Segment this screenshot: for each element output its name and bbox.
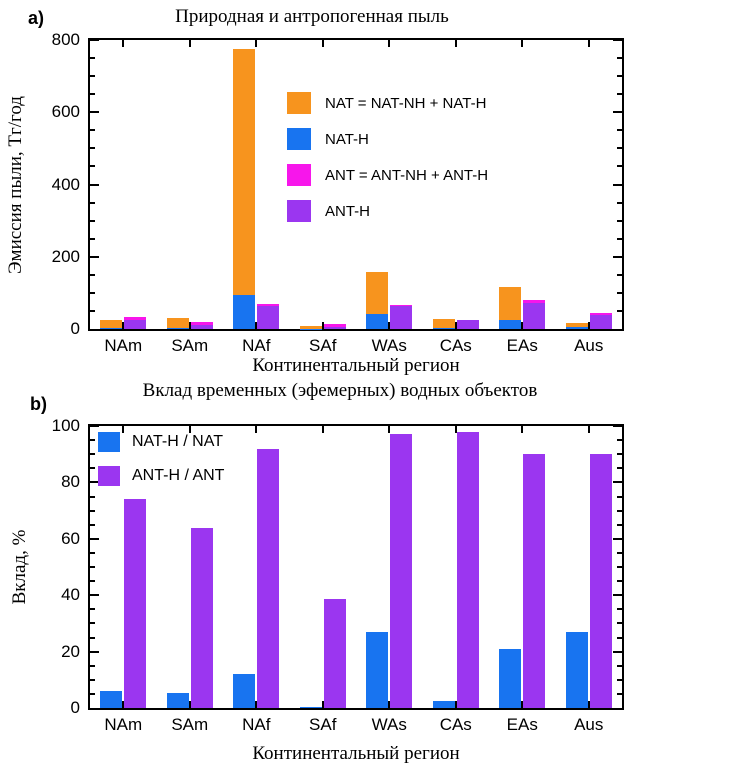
y-minor-tick [617, 453, 622, 455]
y-minor-tick [617, 580, 622, 582]
ant-h-ratio-swatch [98, 466, 120, 486]
y-tick-label: 600 [51, 102, 80, 122]
y-minor-tick [90, 220, 95, 222]
x-tick [588, 426, 590, 433]
bar-ant-ratio-SAm [191, 528, 213, 708]
y-minor-tick [90, 310, 95, 312]
y-major-tick [90, 594, 99, 596]
bar-ant-h-SAf [324, 327, 346, 329]
bar-nat-h-NAf [233, 295, 255, 329]
y-minor-tick [617, 524, 622, 526]
bar-nat-h-WAs [366, 314, 388, 329]
y-minor-tick [90, 637, 95, 639]
x-tick [521, 426, 523, 433]
y-minor-tick [90, 608, 95, 610]
y-minor-tick [617, 310, 622, 312]
bar-ant-h-NAf [257, 306, 279, 329]
y-tick-label: 0 [70, 698, 80, 717]
x-tick-label: SAf [309, 336, 337, 355]
y-minor-tick [90, 622, 95, 624]
y-major-tick [90, 538, 99, 540]
y-tick-label: 80 [61, 472, 80, 492]
panel-a-x-axis-label: Континентальный регион [252, 355, 460, 376]
bar-ant-h-NAm [124, 320, 146, 329]
y-minor-tick [90, 129, 95, 131]
x-tick-label: EAs [506, 715, 538, 734]
y-minor-tick [90, 57, 95, 59]
legend-label: NAT-H / NAT [132, 433, 223, 450]
y-minor-tick [90, 510, 95, 512]
y-minor-tick [617, 608, 622, 610]
legend-label: ANT-H / ANT [132, 467, 225, 484]
bar-ant-h-WAs [390, 306, 412, 329]
legend-item-ant [287, 164, 488, 186]
bar-nat-ratio-EAs [499, 649, 521, 708]
x-tick-label: NAf [242, 336, 271, 355]
bar-ant-h-SAm [191, 325, 213, 329]
x-tick [255, 426, 257, 433]
y-major-tick [90, 111, 99, 113]
y-minor-tick [90, 552, 95, 554]
y-minor-tick [90, 524, 95, 526]
y-minor-tick [90, 679, 95, 681]
y-minor-tick [617, 665, 622, 667]
bar-nat-total-NAf [233, 49, 255, 329]
y-tick-label: 200 [51, 246, 80, 266]
bar-nat-ratio-NAm [100, 691, 122, 708]
y-minor-tick [617, 57, 622, 59]
x-tick-label: CAs [439, 715, 472, 734]
nat-h-ratio-swatch [98, 432, 120, 452]
y-major-tick [613, 184, 622, 186]
x-tick [388, 426, 390, 433]
bar-ant-ratio-CAs [457, 432, 479, 708]
y-minor-tick [617, 165, 622, 167]
y-tick-label: 100 [51, 416, 80, 435]
y-major-tick [613, 111, 622, 113]
y-minor-tick [90, 274, 95, 276]
legend-item-nat-ratio [98, 432, 223, 452]
bar-nat-h-SAm [167, 328, 189, 329]
legend-item-nat-h [287, 128, 369, 150]
y-major-tick [90, 184, 99, 186]
x-tick-label: NAf [242, 715, 271, 734]
y-minor-tick [617, 147, 622, 149]
x-tick-label: SAm [171, 336, 209, 355]
ant-total-swatch [287, 164, 311, 186]
x-tick [455, 40, 457, 47]
legend-label: ANT = ANT-NH + ANT-H [325, 166, 489, 184]
bar-nat-h-CAs [433, 328, 455, 329]
y-major-tick [613, 425, 622, 427]
panel-a-label: a) [28, 8, 45, 28]
legend-item-ant-ratio [98, 466, 224, 486]
y-major-tick [613, 256, 622, 258]
panel-b-title: Вклад временных (эфемерных) водных объектов [142, 380, 538, 401]
bar-nat-ratio-Aus [566, 632, 588, 708]
bar-ant-h-CAs [457, 320, 479, 329]
y-minor-tick [617, 467, 622, 469]
nat-h-swatch [287, 128, 311, 150]
y-minor-tick [617, 292, 622, 294]
x-tick-label: NAm [104, 336, 143, 355]
x-tick-label: SAm [171, 715, 209, 734]
y-minor-tick [617, 679, 622, 681]
bar-nat-h-Aus [566, 327, 588, 329]
bar-ant-ratio-Aus [590, 454, 612, 708]
bar-nat-h-NAm [100, 328, 122, 329]
x-tick-label: CAs [439, 336, 472, 355]
y-minor-tick [90, 147, 95, 149]
y-minor-tick [90, 665, 95, 667]
x-tick-label: WAs [371, 336, 407, 355]
y-minor-tick [90, 165, 95, 167]
y-minor-tick [90, 467, 95, 469]
bar-ant-ratio-SAf [324, 599, 346, 708]
legend-label: NAT-H [325, 130, 369, 148]
y-minor-tick [617, 129, 622, 131]
y-minor-tick [617, 439, 622, 441]
bar-ant-ratio-NAm [124, 499, 146, 708]
y-minor-tick [90, 496, 95, 498]
x-tick-label: NAm [104, 715, 143, 734]
y-major-tick [90, 39, 99, 41]
panel-b-x-axis-label: Континентальный регион [252, 743, 460, 764]
bar-nat-ratio-SAf [300, 707, 322, 708]
panel-b-y-axis-label: Вклад, % [9, 529, 30, 605]
panel-a-title: Природная и антропогенная пыль [175, 6, 449, 27]
x-tick [322, 40, 324, 47]
y-tick-label: 60 [61, 528, 80, 548]
y-major-tick [90, 651, 99, 653]
y-major-tick [613, 481, 622, 483]
bar-nat-ratio-CAs [433, 701, 455, 708]
legend-item-ant-h [287, 200, 370, 222]
y-minor-tick [90, 238, 95, 240]
y-tick-label: 40 [61, 585, 80, 605]
y-minor-tick [90, 580, 95, 582]
y-minor-tick [617, 693, 622, 695]
y-major-tick [613, 594, 622, 596]
y-tick-label: 0 [70, 319, 80, 338]
x-tick [189, 40, 191, 47]
y-minor-tick [617, 637, 622, 639]
x-tick-label: EAs [506, 336, 538, 355]
y-minor-tick [617, 510, 622, 512]
y-major-tick [613, 651, 622, 653]
legend-label: NAT = NAT-NH + NAT-H [325, 94, 487, 112]
panel-b-label: b) [30, 394, 47, 414]
nat-total-swatch [287, 92, 311, 114]
y-minor-tick [90, 453, 95, 455]
y-minor-tick [617, 552, 622, 554]
y-minor-tick [90, 566, 95, 568]
y-tick-label: 800 [51, 30, 80, 49]
bar-ant-ratio-EAs [523, 454, 545, 708]
x-tick [388, 40, 390, 47]
y-minor-tick [90, 202, 95, 204]
bar-nat-ratio-WAs [366, 632, 388, 708]
y-major-tick [613, 538, 622, 540]
y-minor-tick [617, 202, 622, 204]
legend-item-nat [287, 92, 486, 114]
legend-label: ANT-H [325, 202, 370, 220]
y-minor-tick [617, 622, 622, 624]
bar-ant-ratio-WAs [390, 434, 412, 708]
x-tick-label: Aus [574, 715, 604, 734]
bar-nat-ratio-SAm [167, 693, 189, 709]
y-minor-tick [617, 274, 622, 276]
y-minor-tick [617, 496, 622, 498]
y-minor-tick [617, 566, 622, 568]
bar-ant-h-EAs [523, 303, 545, 329]
bar-nat-total-CAs [433, 319, 455, 329]
y-minor-tick [617, 93, 622, 95]
y-major-tick [613, 39, 622, 41]
bar-ant-h-Aus [590, 315, 612, 329]
x-tick-label: SAf [309, 715, 337, 734]
x-tick [588, 40, 590, 47]
y-minor-tick [90, 75, 95, 77]
x-tick [322, 426, 324, 433]
bar-nat-ratio-NAf [233, 674, 255, 708]
y-minor-tick [617, 220, 622, 222]
x-tick-label: WAs [371, 715, 407, 734]
y-minor-tick [90, 439, 95, 441]
x-tick-label: Aus [574, 336, 604, 355]
y-minor-tick [617, 75, 622, 77]
y-tick-label: 20 [61, 641, 80, 661]
x-tick [122, 40, 124, 47]
y-minor-tick [617, 238, 622, 240]
y-minor-tick [90, 292, 95, 294]
bar-nat-h-EAs [499, 320, 521, 329]
x-tick [521, 40, 523, 47]
y-minor-tick [90, 93, 95, 95]
x-tick [255, 40, 257, 47]
y-minor-tick [90, 693, 95, 695]
bar-ant-ratio-NAf [257, 449, 279, 708]
y-major-tick [90, 256, 99, 258]
ant-h-swatch [287, 200, 311, 222]
y-tick-label: 400 [51, 174, 80, 194]
panel-a-y-axis-label: Эмиссия пыли, Тг/год [5, 96, 26, 274]
y-major-tick [90, 425, 99, 427]
